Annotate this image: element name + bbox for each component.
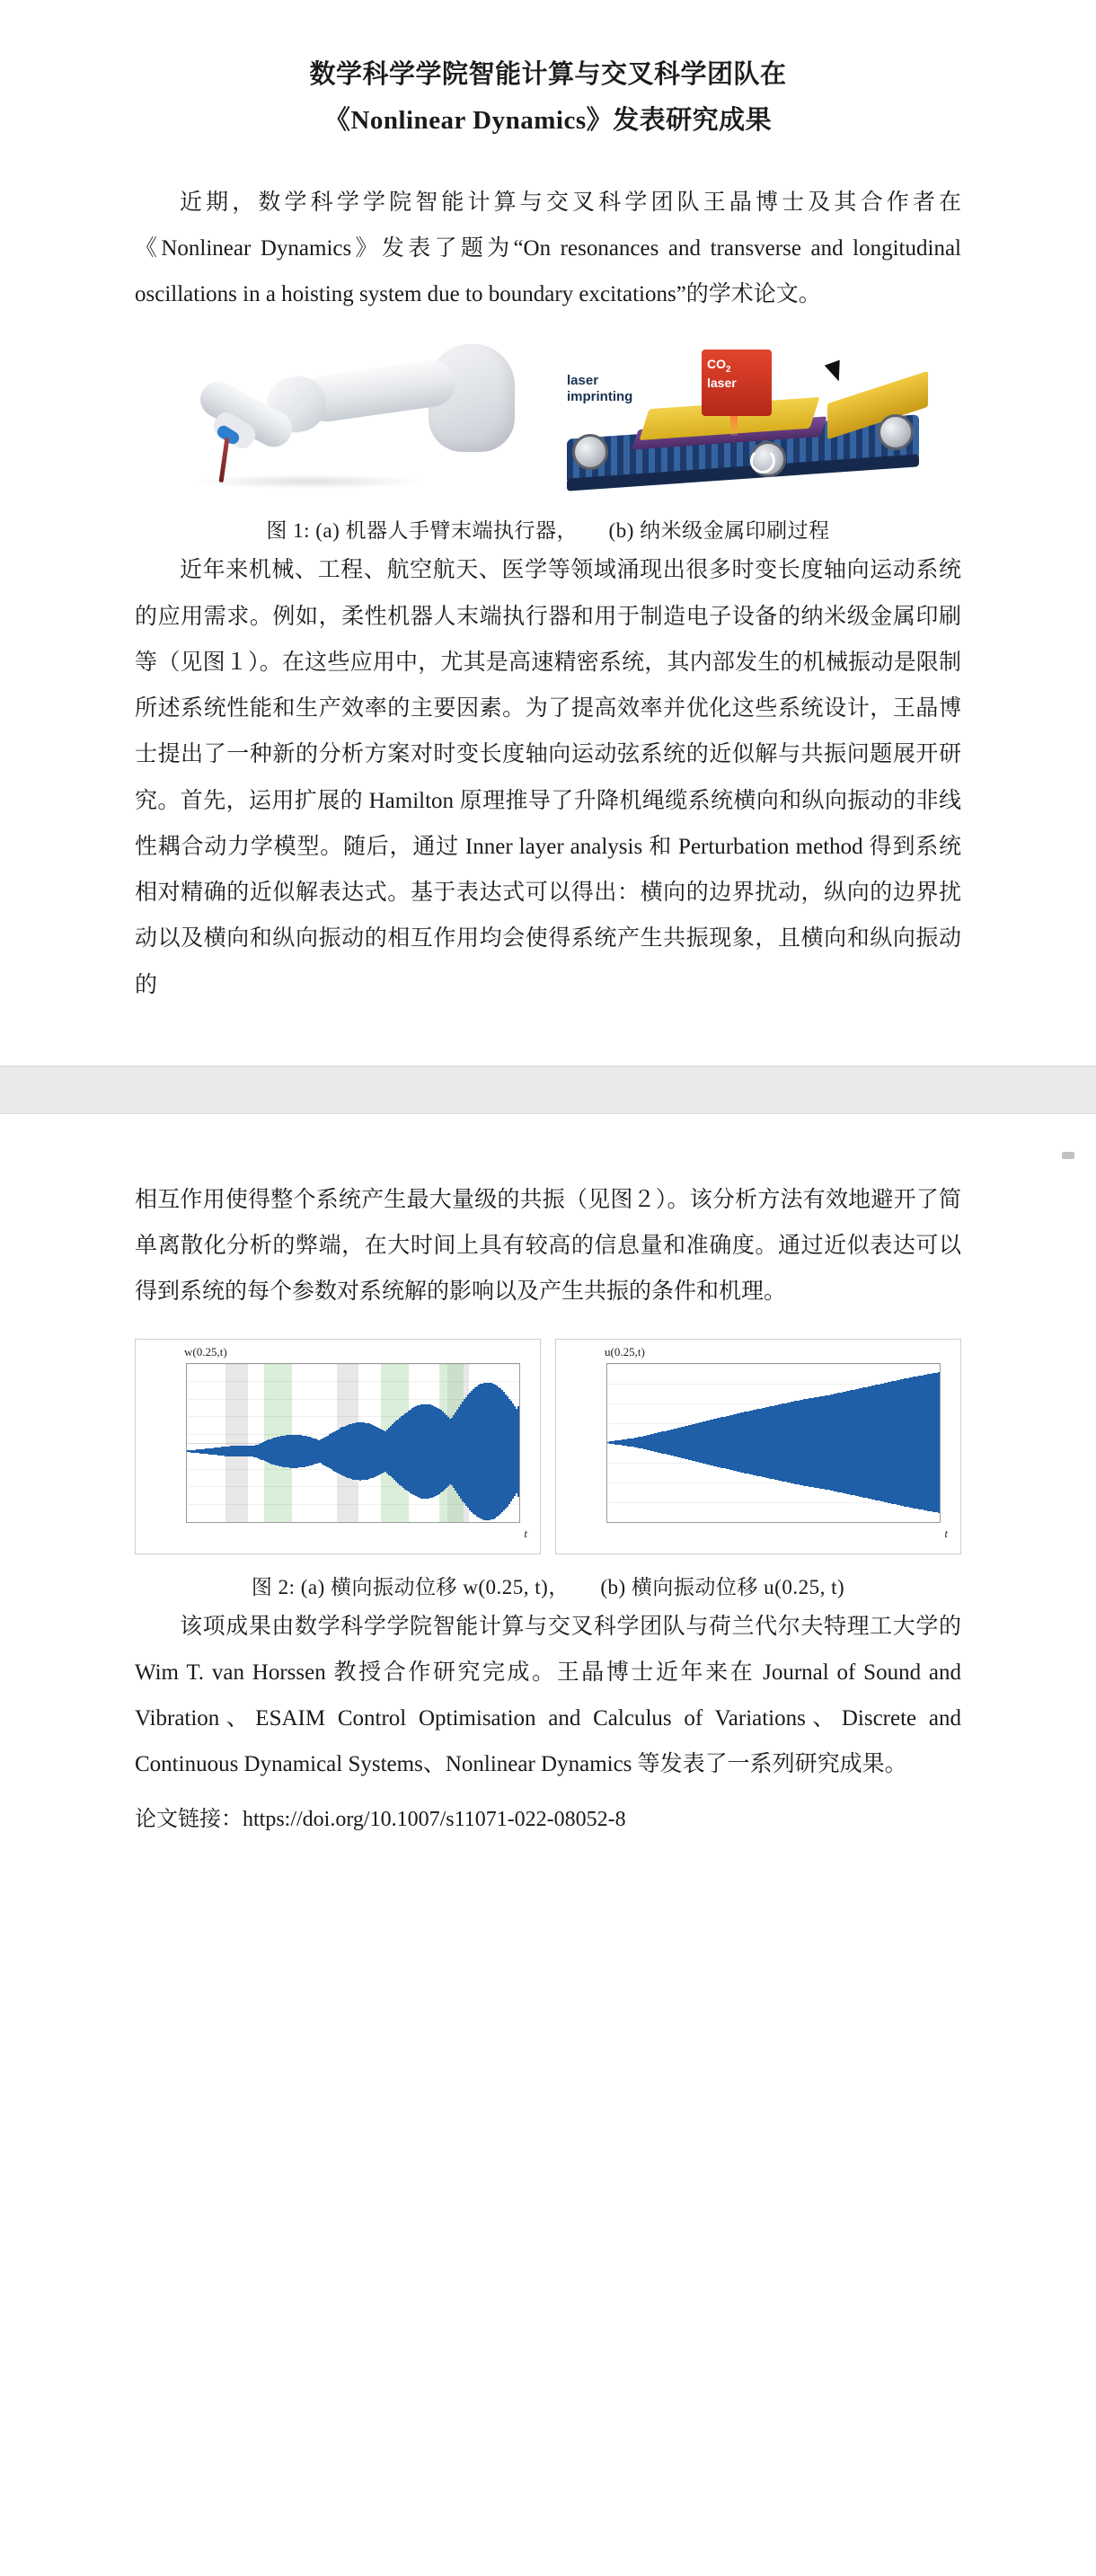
nano-printing-image [558,341,935,498]
chart-y-tick-label [606,1398,607,1409]
figure-2-caption-a: (a) 横向振动位移 w(0.25, t)， [300,1575,570,1598]
chart-y-tick-label [606,1378,607,1389]
paper-link-label: 论文链接： [135,1807,243,1831]
paper-link[interactable]: https://doi.org/10.1007/s11071-022-08052-8 [243,1807,626,1831]
chart-x-tick-label [290,1522,305,1523]
chart-gridline [187,1381,519,1382]
chart-y-tick-label [606,1363,607,1369]
document-content [135,0,961,1886]
chart-y-tick-label [606,1477,607,1488]
chart-x-tick-label [606,1522,610,1523]
chart-u-xlabel: t [944,1526,948,1540]
chart-x-tick-label [346,1522,361,1523]
chart-y-tick-label [606,1497,607,1508]
chart-u-ylabel: u(0.25,t) [605,1344,645,1359]
figure-2-caption [135,1571,961,1600]
laser-text: laser [707,375,737,390]
chart-y-tick-label [186,1363,187,1369]
chart-x-tick-label [766,1522,782,1523]
paper-link-line [135,1801,961,1832]
figure-1-caption [135,514,961,544]
chart-x-tick-label [821,1522,836,1523]
chart-u-plot [606,1363,941,1523]
chart-y-tick-label [606,1457,607,1468]
figure-1-images [135,341,961,498]
figure-1-caption-a: (a) 机器人手臂末端执行器， [315,519,579,543]
chart-y-tick-label [186,1394,187,1404]
bottom-spacer [135,1832,961,1886]
laser-beam [730,416,738,436]
chart-y-tick-label [186,1429,187,1439]
chart-gridline [187,1364,519,1365]
chart-y-tick-label [606,1418,607,1429]
paragraph-4: 该项成果由数学科学学院智能计算与交叉科学团队与荷兰代尔夫特理工大学的 Wim T. van Horssen 教授合作研究完成。王晶博士近年来在 Journal of Sound and Vibration、ESAIM Control Optimisation and Calculus of Variations、Discrete and Continuous Dynamical Systems、Nonlinear Dynamics 等发表了一系列研究成果。 [135,1614,961,1777]
chart-y-tick-label [186,1481,187,1492]
roller-left [572,434,608,470]
laser-imprinting-label: laser imprinting [567,373,633,405]
chart-gridline [607,1522,940,1523]
figure-2-caption-prefix: 图 2: [251,1575,296,1598]
chart-waveform-sample [517,1406,519,1497]
figure-1-caption-b: (b) 纳米级金属印刷过程 [608,519,830,543]
chart-gridline [607,1364,940,1365]
chart-w-xlabel: t [524,1526,527,1540]
chart-x-tick-label [512,1522,520,1523]
chart-w-plot [186,1363,520,1523]
chart-y-tick-label [186,1376,187,1386]
chart-x-tick-label [456,1522,472,1523]
figure-2 [135,1339,961,1600]
co2-subscript: 2 [726,365,731,376]
chart-x-tick-label [401,1522,416,1523]
page-title [135,52,961,144]
co2-text: CO [707,357,726,372]
chart-x-tick-label [655,1522,670,1523]
figure-2-charts [135,1339,961,1554]
chart-band [225,1364,248,1522]
arm-shadow [197,474,421,489]
chart-waveform-sample [938,1372,940,1513]
paragraph-1: 近期，数学科学学院智能计算与交叉科学团队王晶博士及其合作者在《Nonlinear Dynamics》发表了题为“On resonances and transverse and longitudinal oscillations in a hoisting system due to boundary excitations”的学术论文。 [135,190,961,306]
chart-u [555,1339,961,1554]
chart-y-tick-label [186,1499,187,1509]
chart-x-tick-label [877,1522,892,1523]
chart-x-tick-label [932,1522,941,1523]
roller-right [878,414,914,450]
chart-y-tick-label [186,1464,187,1474]
title-line-2: 《Nonlinear Dynamics》发表研究成果 [323,105,773,135]
chart-w-ylabel: w(0.25,t) [184,1344,227,1359]
figure-1 [135,341,961,544]
figure-1-caption-prefix: 图 1: [266,519,311,543]
paragraph-2: 近年来机械、工程、航空航天、医学等领域涌现出很多时变长度轴向运动系统的应用需求。例如，柔性机器人末端执行器和用于制造电子设备的纳米级金属印刷等（见图１）。在这些应用中，尤其是高速精密系统，其内部发生的机械振动是限制所述系统性能和生产效率的主要因素。为了提高效率并优化这些系统设计，王晶博士提出了一种新的分析方案对时变长度轴向运动弦系统的近似解与共振问题展开研究。首先，运用扩展的 Hamilton 原理推导了升降机绳缆系统横向和纵向振动的非线性耦合动力学模型。随后，通过 Inner layer analysis 和 Perturbation method 得到系统相对精确的近似解表达式。基于表达式可以得出：横向的边界扰动，纵向的边界扰动以及横向和纵向振动的相互作用均会使得系统产生共振现象，且横向和纵向振动的 [135,558,961,997]
chart-x-tick-label [711,1522,726,1523]
chart-w [135,1339,541,1554]
title-line-1: 数学科学学院智能计算与交叉科学团队在 [309,60,787,89]
chart-x-tick-label [186,1522,190,1523]
paragraph-3: 相互作用使得整个系统产生最大量级的共振（见图２）。该分析方法有效地避开了简单离散化分析的弊端，在大时间上具有较高的信息量和准确度。通过近似表达可以得到系统的每个参数对系统解的影响以及产生共振的条件和机理。 [135,1187,961,1305]
chart-x-tick-label [234,1522,250,1523]
page-break-band [0,1066,1096,1114]
co2-laser-label [702,350,772,416]
scroll-marker [0,1114,1096,1177]
robot-arm-image [161,341,538,498]
figure-2-caption-b: (b) 横向振动位移 u(0.25, t) [600,1575,845,1598]
chart-y-tick-label [186,1411,187,1421]
chart-gridline [187,1522,519,1523]
